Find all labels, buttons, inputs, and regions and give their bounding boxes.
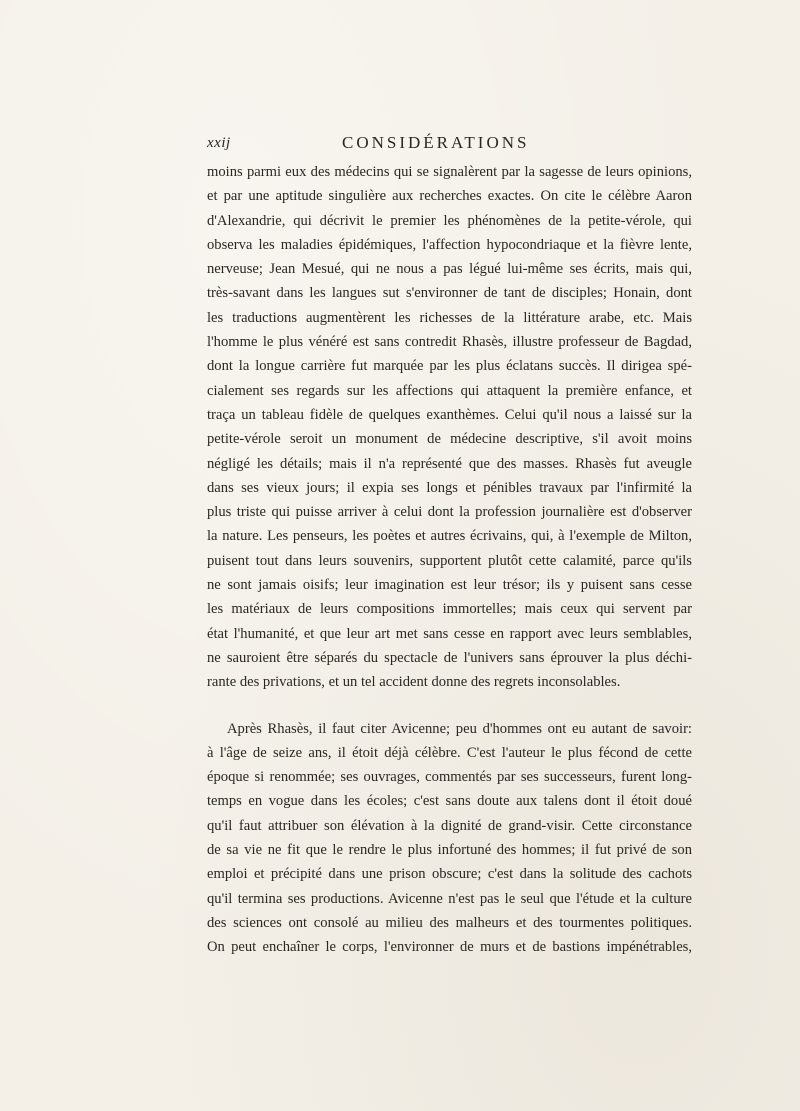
running-title: CONSIDÉRATIONS [342,133,530,152]
text-line: ne sauroient être séparés du spectacle de l'univers sans éprouver la plus déchi- [207,649,692,666]
text-line: traça un tableau fidèle de quelques exanthèmes. Celui qu'il nous a laissé sur la [207,406,692,423]
text-line: petite-vérole seroit un monument de médecine descriptive, s'il avoit moins [207,431,692,448]
page-number: xxij [207,135,231,151]
text-line: moins parmi eux des médecins qui se signalèrent par la sagesse de leurs opinions, [207,164,692,180]
text-line: cialement ses regards sur les affections qui attaquent la première enfance, et [207,382,692,399]
text-line: la nature. Les penseurs, les poètes et autres écrivains, qui, à l'exemple de Milton, [207,528,692,545]
text-line: de sa vie ne fit que le rendre le plus infortuné des hommes; il fut privé de son [207,842,692,859]
text-line: des sciences ont consolé au milieu des malheurs et des tourmentes politiques. [207,914,692,931]
text-line: dont la longue carrière fut marquée par les plus éclatans succès. Il dirigea spé- [207,358,692,375]
text-line: qu'il termina ses productions. Avicenne n'est pas le seul que l'étude et la culture [207,890,692,907]
text-line: dans ses vieux jours; il expia ses longs et pénibles travaux par l'infirmité la [207,479,692,496]
body-text [207,160,692,960]
text-line: et par une aptitude singulière aux recherches exactes. On cite le célèbre Aaron [207,188,692,205]
text-line: qu'il faut attribuer son élévation à la dignité de grand-visir. Cette circonstance [207,817,692,834]
text-line: puisent tout dans leurs souvenirs, supportent plutôt cette calamité, parce qu'ils [207,552,692,569]
text-line: nerveuse; Jean Mesué, qui ne nous a pas légué lui-même ses écrits, mais qui, [207,261,692,278]
paragraph-1 [207,160,692,695]
text-line: Après Rhasès, il faut citer Avicenne; peu d'hommes ont eu autant de savoir: [227,720,692,737]
text-line: rante des privations, et un tel accident donne des regrets inconsolables. [207,674,621,691]
text-line: l'homme le plus vénéré est sans contredit Rhasès, illustre professeur de Bagdad, [207,334,692,351]
text-line: d'Alexandrie, qui décrivit le premier les phénomènes de la petite-vérole, qui [207,212,692,229]
text-line: les matériaux de leurs compositions immortelles; mais ceux qui servent par [207,601,692,618]
text-line: état l'humanité, et que leur art met sans cesse en rapport avec leurs semblables, [207,625,692,642]
text-line: temps en vogue dans les écoles; c'est sans doute aux talens dont il étoit doué [207,793,692,810]
page-header [207,133,692,157]
text-line: ne sont jamais oisifs; leur imagination est leur trésor; ils y puisent sans cesse [207,577,692,594]
text-line: observa les maladies épidémiques, l'affection hypocondriaque et la fièvre lente, [207,236,692,253]
paragraph-2 [207,717,692,960]
text-line: les traductions augmentèrent les richesses de la littérature arabe, etc. Mais [207,309,692,326]
paragraph-spacer [207,695,692,717]
text-line: plus triste qui puisse arriver à celui dont la profession journalière est d'observer [207,504,692,521]
text-line: à l'âge de seize ans, il étoit déjà célèbre. C'est l'auteur le plus fécond de cette [207,744,692,761]
text-line: négligé les détails; mais il n'a représenté que des masses. Rhasès fut aveugle [207,455,692,472]
text-line: époque si renommée; ses ouvrages, commentés par ses successeurs, furent long- [207,769,692,786]
text-line: On peut enchaîner le corps, l'environner de murs et de bastions impénétrables, [207,939,692,956]
text-line: très-savant dans les langues sut s'environner de tant de disciples; Honain, dont [207,285,692,302]
text-line: emploi et précipité dans une prison obscure; c'est dans la solitude des cachots [207,866,692,883]
